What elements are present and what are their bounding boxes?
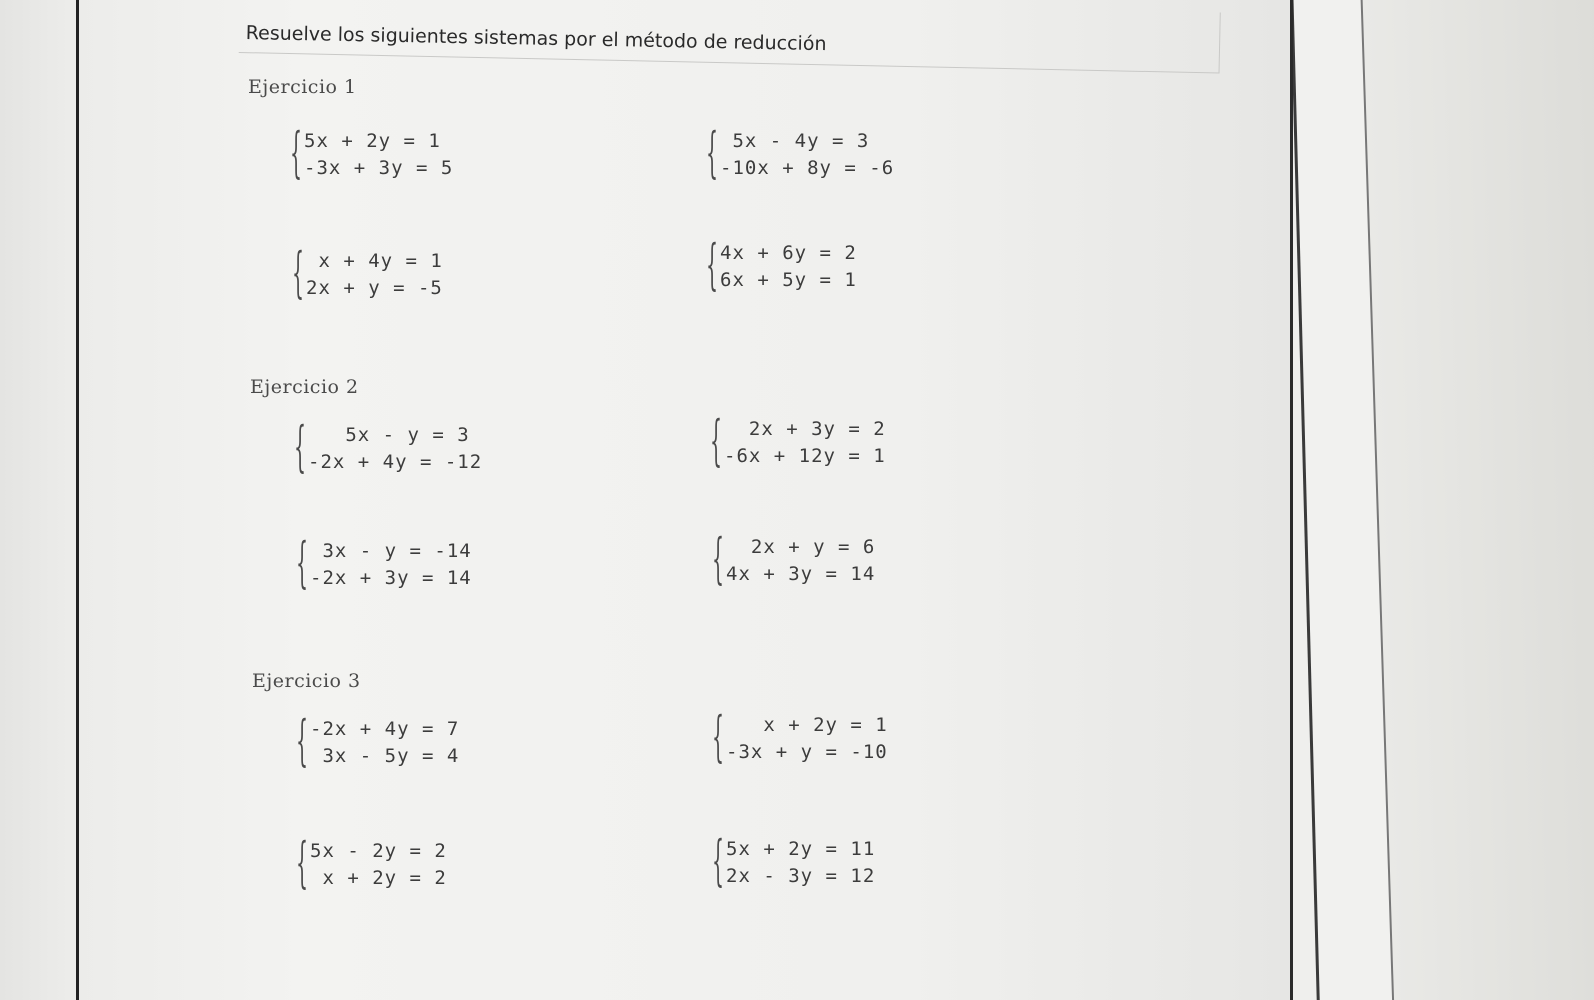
brace-icon: { <box>290 121 303 184</box>
system-2-3 <box>296 531 472 594</box>
equation: 2x - 3y = 12 <box>726 865 876 887</box>
equation: 6x + 5y = 1 <box>720 269 857 291</box>
system-1-2 <box>706 121 895 184</box>
equation: -2x + 3y = 14 <box>310 567 472 589</box>
equation: 4x + 6y = 2 <box>720 242 857 264</box>
system-2-1 <box>294 415 483 478</box>
equation: 5x + 2y = 1 <box>304 130 441 152</box>
equation: 5x - 2y = 2 <box>310 840 447 862</box>
system-2-2 <box>710 409 886 472</box>
system-3-4 <box>712 829 876 892</box>
equation: 4x + 3y = 14 <box>726 563 876 585</box>
equation: x + 4y = 1 <box>306 250 443 272</box>
system-3-1 <box>296 709 460 772</box>
worksheet-title: Resuelve los siguientes sistemas por el método de reducción <box>245 22 827 56</box>
system-1-1 <box>290 121 454 184</box>
equation: 5x + 2y = 11 <box>726 838 876 860</box>
equation: 3x - y = -14 <box>310 540 472 562</box>
brace-icon: { <box>706 233 719 296</box>
brace-icon: { <box>296 831 309 894</box>
system-1-4 <box>706 233 857 296</box>
back-sheet <box>1360 0 1594 1000</box>
system-1-3 <box>292 241 443 304</box>
brace-icon: { <box>712 705 725 768</box>
brace-icon: { <box>712 527 725 590</box>
equation: -2x + 4y = -12 <box>308 451 483 473</box>
brace-icon: { <box>294 415 307 478</box>
equation: -3x + 3y = 5 <box>304 157 454 179</box>
equation: -3x + y = -10 <box>726 741 888 763</box>
equation: 2x + y = -5 <box>306 277 443 299</box>
brace-icon: { <box>710 409 723 472</box>
system-3-3 <box>296 831 447 894</box>
equation: -6x + 12y = 1 <box>724 445 886 467</box>
brace-icon: { <box>706 121 719 184</box>
exercise-1-label: Ejercicio 1 <box>248 76 357 98</box>
equation: -10x + 8y = -6 <box>720 157 895 179</box>
exercise-2-label: Ejercicio 2 <box>250 376 359 398</box>
equation: 2x + y = 6 <box>726 536 876 558</box>
equation: 2x + 3y = 2 <box>724 418 886 440</box>
exercise-3-label: Ejercicio 3 <box>252 670 361 692</box>
brace-icon: { <box>296 531 309 594</box>
equation: 3x - 5y = 4 <box>310 745 460 767</box>
equation: x + 2y = 2 <box>310 867 447 889</box>
system-2-4 <box>712 527 876 590</box>
brace-icon: { <box>712 829 725 892</box>
equation: x + 2y = 1 <box>726 714 888 736</box>
system-3-2 <box>712 705 888 768</box>
equation: 5x - 4y = 3 <box>720 130 870 152</box>
brace-icon: { <box>296 709 309 772</box>
binding-edge <box>76 0 79 1000</box>
equation: 5x - y = 3 <box>308 424 470 446</box>
equation: -2x + 4y = 7 <box>310 718 460 740</box>
brace-icon: { <box>292 241 305 304</box>
